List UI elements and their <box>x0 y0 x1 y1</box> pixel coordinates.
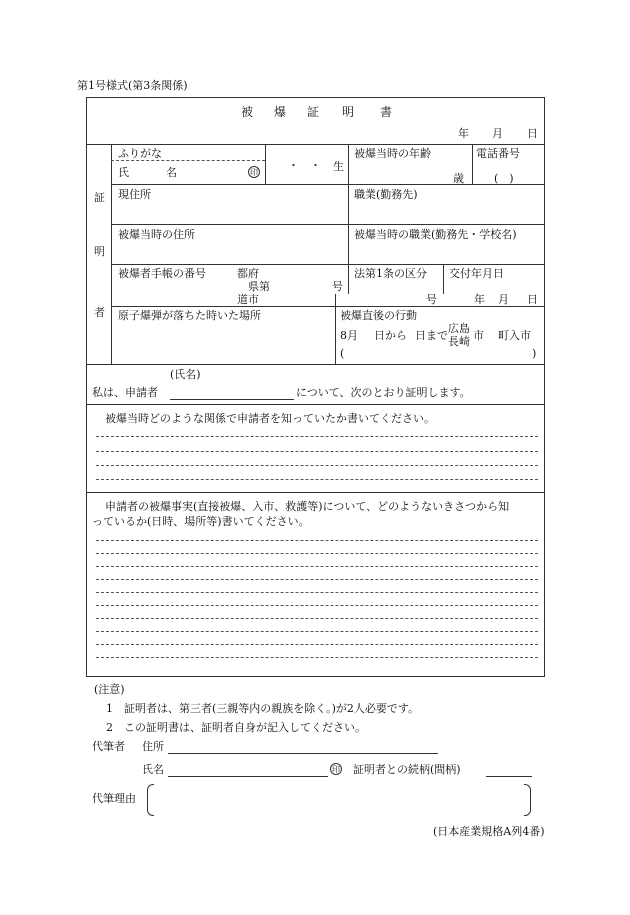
issue-day: 日 <box>527 293 538 306</box>
answer-line <box>96 436 538 437</box>
proxy-address-label: 住所 <box>142 740 164 753</box>
prefecture-label: 県第 <box>248 280 270 293</box>
title-char: 書 <box>380 105 393 119</box>
answer-line <box>96 540 538 541</box>
seal-icon: 印 <box>250 168 258 177</box>
note-number: 1 <box>106 702 113 715</box>
paren-close: ) <box>532 347 537 360</box>
date-day: 日 <box>527 127 538 140</box>
post-bombing-action-label: 被爆直後の行動 <box>340 309 417 322</box>
number-suffix: 号 <box>332 280 343 293</box>
occupation-label: 職業(勤務先) <box>354 188 418 201</box>
footer-note: (日本産業規格A列4番) <box>433 825 545 838</box>
notes-heading: (注意) <box>94 683 125 696</box>
issue-year: 年 <box>474 293 485 306</box>
bombing-location-label: 原子爆弾が落ちた時いた場所 <box>118 309 261 322</box>
row-line <box>111 306 348 307</box>
city-option: 広島 <box>448 322 470 335</box>
answer-line <box>96 644 538 645</box>
applicant-name-line <box>170 399 294 400</box>
cell-divider <box>265 144 266 184</box>
reason-bracket-left <box>147 784 154 816</box>
town-entry-label: 町入市 <box>498 329 531 342</box>
relationship-line[interactable] <box>486 776 532 777</box>
statement-prefix: 私は、申請者 <box>92 386 158 399</box>
answer-line <box>96 465 538 466</box>
occupation-at-bombing-label: 被爆当時の職業(勤務先・学校名) <box>354 228 517 241</box>
proxy-reason-label: 代筆理由 <box>92 792 136 805</box>
phone-label: 電話番号 <box>476 147 520 160</box>
address-at-bombing-label: 被爆当時の住所 <box>118 228 195 241</box>
paren-open: ( <box>340 347 345 360</box>
answer-line <box>96 657 538 658</box>
name-label-char: 氏 <box>118 166 129 179</box>
relationship-label: 証明者との続柄(間柄) <box>353 763 461 776</box>
box-top-line <box>86 404 545 405</box>
answer-line <box>96 566 538 567</box>
action-from: 日から <box>374 329 407 342</box>
article1-suffix: 号 <box>426 293 437 306</box>
action-month: 8月 <box>340 329 358 342</box>
row-line <box>111 184 545 185</box>
phone-paren: ( ) <box>494 172 514 185</box>
row-line <box>111 264 545 265</box>
q2-prompt-line2: っているか(日時、場所等)書いてください。 <box>92 515 310 528</box>
side-column-line <box>111 144 112 364</box>
side-label-char: 者 <box>94 306 105 319</box>
box-divider <box>86 492 545 493</box>
answer-line <box>96 553 538 554</box>
birth-date-dots: ・ ・ <box>288 159 321 172</box>
title-char: 明 <box>342 105 355 119</box>
age-unit: 歳 <box>453 172 464 185</box>
title-char: 被 <box>241 105 254 119</box>
reason-bracket-right <box>524 784 531 816</box>
age-at-bombing-label: 被爆当時の年齢 <box>354 147 431 160</box>
note-text: 証明者は、第三者(三親等内の親族を除く。)が2人必要です。 <box>124 702 419 715</box>
row-line <box>335 306 545 307</box>
table-top-line <box>86 144 545 145</box>
proxy-label: 代筆者 <box>92 740 125 753</box>
answer-line <box>96 592 538 593</box>
title-char: 証 <box>307 105 320 119</box>
note-text: この証明書は、証明者自身が記入してください。 <box>124 721 366 734</box>
statement-suffix: について、次のとおり証明します。 <box>296 386 471 399</box>
date-month: 月 <box>492 127 503 140</box>
q2-prompt-line1: 申請者の被爆事実(直接被爆、入市、救護等)について、どのようないきさつから知 <box>105 500 510 513</box>
name-label-char: 名 <box>166 166 177 179</box>
note-number: 2 <box>106 721 113 734</box>
handbook-number-label: 被爆者手帳の番号 <box>118 267 206 280</box>
action-to: 日まで <box>415 329 448 342</box>
article1-category-label: 法第1条の区分 <box>354 267 427 280</box>
name-caption: (氏名) <box>170 368 201 381</box>
side-label-char: 明 <box>94 245 105 258</box>
city-option: 長崎 <box>448 335 470 348</box>
side-label-char: 証 <box>94 191 105 204</box>
answer-line <box>96 451 538 452</box>
answer-line <box>96 631 538 632</box>
cell-divider <box>335 294 336 364</box>
proxy-name-label: 氏名 <box>142 763 164 776</box>
proxy-seal-icon: 印 <box>332 765 340 774</box>
date-year: 年 <box>458 127 469 140</box>
q1-prompt: 被爆当時どのような関係で申請者を知っていたか書いてください。 <box>105 412 435 425</box>
issue-date-label: 交付年月日 <box>449 267 504 280</box>
city-suffix: 市 <box>473 329 484 342</box>
form-number: 第1号様式(第3条関係) <box>77 79 188 92</box>
issue-month: 月 <box>498 293 509 306</box>
proxy-address-line[interactable] <box>168 753 438 754</box>
cell-divider <box>348 144 349 294</box>
answer-line <box>96 618 538 619</box>
birth-suffix: 生 <box>333 160 344 173</box>
prefecture-label: 都府 <box>237 267 259 280</box>
current-address-label: 現住所 <box>118 188 151 201</box>
row-line <box>111 224 545 225</box>
furigana-label: ふりがな <box>118 147 162 160</box>
cell-divider <box>472 144 473 184</box>
answer-line <box>96 579 538 580</box>
title-char: 爆 <box>274 105 287 119</box>
answer-line <box>96 605 538 606</box>
prefecture-label: 道市 <box>237 293 259 306</box>
answer-line <box>96 479 538 480</box>
proxy-name-line[interactable] <box>168 776 328 777</box>
table-bottom-line <box>86 364 545 365</box>
furigana-divider <box>111 160 265 161</box>
cell-divider <box>443 264 444 294</box>
